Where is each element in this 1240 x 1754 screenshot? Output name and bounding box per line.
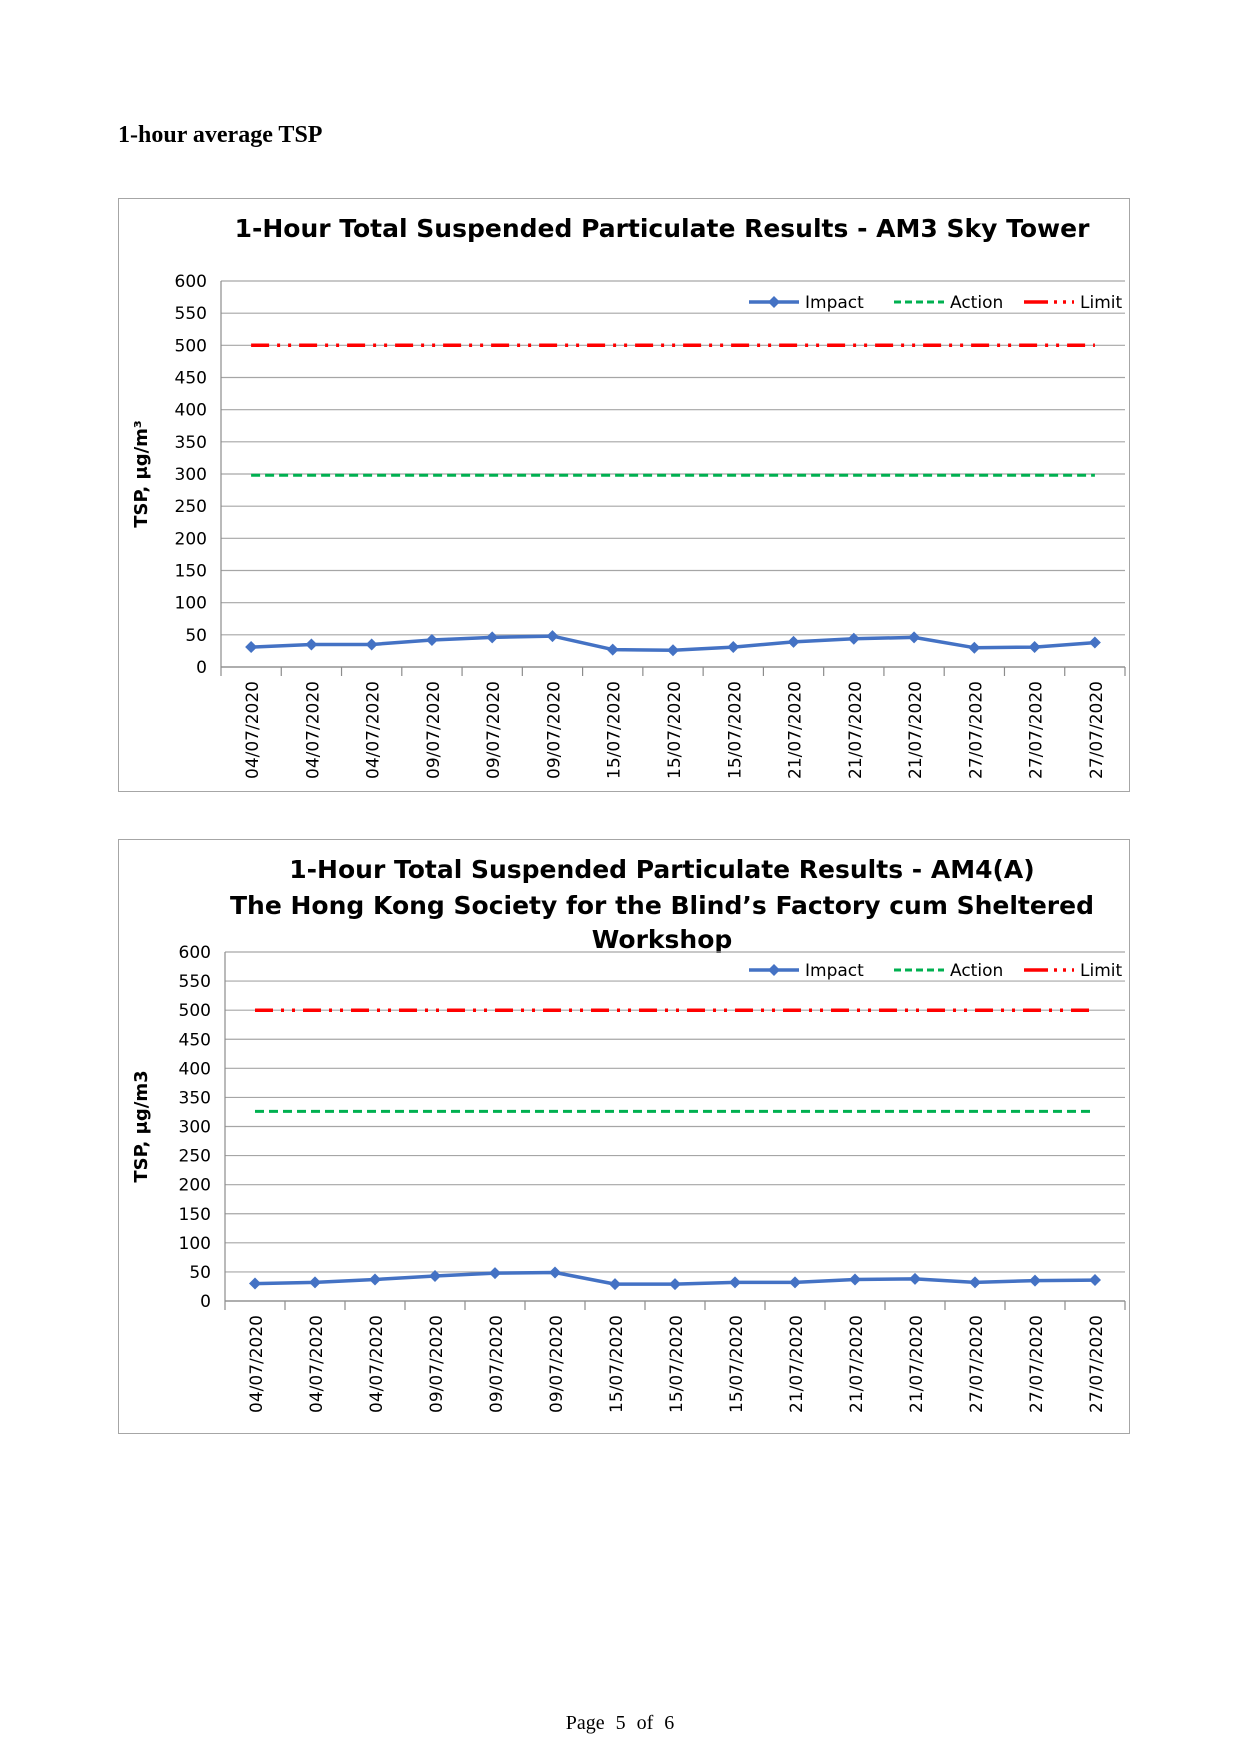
chart-am3-svg — [119, 199, 1131, 793]
legend-label-action: Action — [950, 961, 1004, 981]
x-tick-label: 21/07/2020 — [845, 681, 866, 779]
data-point-impact — [669, 1278, 681, 1290]
x-tick-label: 04/07/2020 — [363, 681, 384, 779]
y-tick-label: 0 — [200, 1292, 211, 1312]
y-tick-label: 450 — [174, 368, 207, 389]
footer-page-word: Page — [565, 1712, 605, 1734]
legend-label-limit: Limit — [1080, 961, 1123, 981]
y-tick-label: 550 — [174, 304, 207, 325]
data-point-impact — [908, 631, 920, 643]
chart-title-line: The Hong Kong Society for the Blind’s Factory cum Sheltered — [230, 891, 1094, 920]
y-tick-label: 100 — [178, 1233, 211, 1254]
x-tick-label: 15/07/2020 — [725, 681, 746, 779]
x-tick-label: 04/07/2020 — [303, 681, 324, 779]
chart-title-line: 1-Hour Total Suspended Particulate Results - AM4(A) — [289, 855, 1035, 884]
x-tick-label: 27/07/2020 — [1087, 1315, 1107, 1413]
y-tick-label: 550 — [178, 972, 211, 993]
x-tick-label: 27/07/2020 — [966, 681, 987, 779]
data-point-impact — [969, 1276, 981, 1288]
footer-page-number: 5 — [615, 1712, 626, 1734]
legend-label-impact: Impact — [805, 961, 864, 981]
x-tick-label: 09/07/2020 — [487, 1315, 507, 1413]
data-point-impact — [369, 1273, 381, 1285]
x-tick-label: 15/07/2020 — [607, 1315, 627, 1413]
chart-title-line: 1-Hour Total Suspended Particulate Results - AM3 Sky Tower — [234, 214, 1090, 243]
x-tick-label: 15/07/2020 — [604, 681, 625, 779]
legend-label-action: Action — [950, 293, 1004, 313]
y-axis-label: TSP, μg/m3 — [131, 1070, 152, 1183]
data-point-impact — [245, 641, 257, 653]
x-tick-label: 15/07/2020 — [665, 681, 685, 779]
x-tick-label: 27/07/2020 — [1026, 681, 1047, 779]
data-point-impact — [1029, 1275, 1041, 1287]
y-tick-label: 0 — [196, 658, 207, 678]
y-axis-label: TSP, μg/m³ — [131, 420, 152, 528]
x-tick-label: 04/07/2020 — [307, 1315, 327, 1413]
footer-total-pages: 6 — [664, 1712, 675, 1734]
y-tick-label: 300 — [174, 465, 207, 485]
y-tick-label: 600 — [178, 943, 211, 963]
data-point-impact — [549, 1266, 561, 1278]
x-tick-label: 21/07/2020 — [907, 1315, 927, 1413]
y-tick-label: 300 — [178, 1117, 211, 1138]
x-tick-label: 09/07/2020 — [484, 681, 505, 779]
x-tick-label: 04/07/2020 — [247, 1315, 267, 1413]
chart-am3-sky-tower — [118, 198, 1130, 792]
legend-label-limit: Limit — [1080, 293, 1123, 313]
y-tick-label: 400 — [178, 1059, 211, 1080]
data-point-impact — [667, 644, 679, 656]
y-tick-label: 350 — [178, 1088, 211, 1109]
y-tick-label: 50 — [189, 1262, 211, 1283]
data-point-impact — [546, 630, 558, 642]
y-tick-label: 250 — [174, 497, 207, 518]
data-point-impact — [727, 641, 739, 653]
x-tick-label: 09/07/2020 — [423, 681, 444, 779]
y-tick-label: 350 — [174, 432, 207, 453]
data-point-impact — [309, 1276, 321, 1288]
y-tick-label: 250 — [178, 1146, 211, 1167]
x-tick-label: 27/07/2020 — [1027, 1315, 1047, 1413]
x-tick-label: 04/07/2020 — [367, 1315, 387, 1413]
data-point-impact — [729, 1276, 741, 1288]
y-tick-label: 50 — [185, 625, 207, 646]
data-point-impact — [366, 638, 378, 650]
page-footer — [0, 1712, 1240, 1735]
y-tick-label: 500 — [178, 1001, 211, 1022]
x-tick-label: 09/07/2020 — [427, 1315, 447, 1413]
y-tick-label: 450 — [178, 1030, 211, 1051]
data-point-impact — [1089, 1274, 1101, 1286]
y-tick-label: 100 — [174, 593, 207, 614]
data-point-impact — [968, 642, 980, 654]
x-tick-label: 27/07/2020 — [1086, 681, 1107, 779]
data-point-impact — [789, 1276, 801, 1288]
data-point-impact — [1029, 641, 1041, 653]
data-point-impact — [849, 1273, 861, 1285]
legend-marker-impact — [768, 296, 780, 308]
x-tick-label: 04/07/2020 — [243, 681, 264, 779]
y-tick-label: 200 — [174, 529, 207, 550]
x-tick-label: 27/07/2020 — [967, 1315, 987, 1413]
chart-am4a-svg — [119, 840, 1131, 1435]
section-heading: 1-hour average TSP — [118, 122, 323, 148]
y-tick-label: 500 — [174, 336, 207, 357]
data-point-impact — [1089, 637, 1101, 649]
x-tick-label: 15/07/2020 — [727, 1315, 747, 1413]
data-point-impact — [249, 1278, 261, 1290]
x-tick-label: 09/07/2020 — [544, 681, 565, 779]
x-tick-label: 15/07/2020 — [667, 1315, 687, 1413]
data-point-impact — [489, 1267, 501, 1279]
legend-marker-impact — [768, 964, 780, 976]
x-tick-label: 21/07/2020 — [785, 681, 806, 779]
data-point-impact — [607, 644, 619, 656]
y-tick-label: 200 — [178, 1175, 211, 1196]
y-tick-label: 600 — [174, 272, 207, 292]
chart-am4a-blind-society — [118, 839, 1130, 1434]
data-point-impact — [426, 634, 438, 646]
x-tick-label: 21/07/2020 — [847, 1315, 867, 1413]
y-tick-label: 150 — [174, 561, 207, 582]
data-point-impact — [909, 1273, 921, 1285]
footer-of-word: of — [636, 1712, 654, 1734]
data-point-impact — [788, 636, 800, 648]
y-tick-label: 400 — [174, 400, 207, 421]
y-tick-label: 150 — [178, 1204, 211, 1225]
data-point-impact — [305, 638, 317, 650]
x-tick-label: 09/07/2020 — [547, 1315, 567, 1413]
x-tick-label: 21/07/2020 — [906, 681, 927, 779]
legend-label-impact: Impact — [805, 293, 864, 313]
data-point-impact — [609, 1278, 621, 1290]
chart-title-line: Workshop — [591, 925, 733, 954]
data-point-impact — [486, 631, 498, 643]
x-tick-label: 21/07/2020 — [787, 1315, 807, 1413]
